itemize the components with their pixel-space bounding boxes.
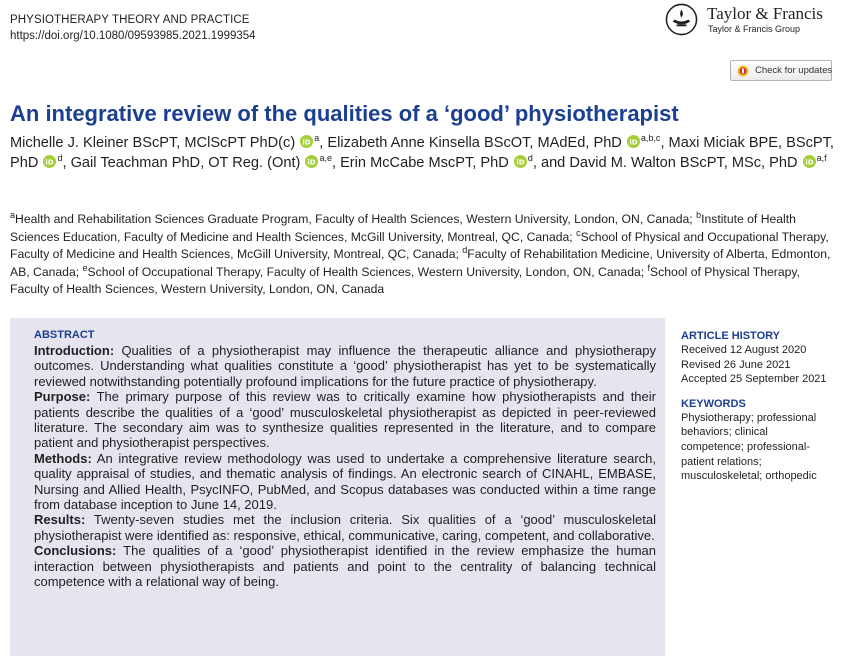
affiliation: Institute of Health Sciences Education, Faculty of Medicine and Health Sciences, McGill University, Montreal, QC, Canada; [10,212,796,244]
accepted-date: Accepted 25 September 2021 [681,373,827,386]
publisher-logo [665,3,845,39]
orcid-icon[interactable] [305,155,318,168]
article-history-heading: ARTICLE HISTORY [681,330,781,342]
author-name: Maxi Miciak BPE, BScPT, PhD [10,135,834,171]
received-date: Received 12 August 2020 [681,344,807,356]
article-sidebar [681,329,841,484]
svg-text:iD: iD [629,138,638,147]
orcid-icon[interactable] [514,155,527,168]
author-name: David M. Walton BScPT, MSc, PhD [569,155,798,171]
orcid-icon[interactable] [627,135,640,148]
abstract-section-text: The primary purpose of this review was to critically examine how physiotherapists and their patients describe the qualities of a ‘good’ musculoskeletal physiotherapist as depicted in peer-reviewed literature. The secondary aim was to synthesize qualities represented in the literature, and to compare patient and physiotherapist perspectives. [34,389,656,451]
affil-sup: c [576,227,581,238]
svg-text:iD: iD [307,158,317,167]
article-title: An integrative review of the qualities of a ‘good’ physiotherapist [10,101,679,126]
affiliations [10,211,836,299]
abstract-section-text: The qualities of a ‘good’ physiotherapist identified in the review emphasize the human interaction between physiotherapists and patients and point to the centrality of balancing technical competence with a relational way of being. [34,543,656,590]
affiliation: Faculty of Rehabilitation Medicine, University of Alberta, Edmonton, AB, Canada; [10,247,831,279]
abstract-section-introduction [34,343,656,389]
affiliation: School of Occupational Therapy, Faculty of Health Sciences, Western University, London, ON, Canada; [87,264,645,279]
check-for-updates-label: Check for updates [755,65,833,76]
author-name: Elizabeth Anne Kinsella BScOT, MAdEd, PhD [327,135,622,151]
svg-text:iD: iD [302,138,311,147]
author-name: Erin McCabe MscPT, PhD [340,155,509,171]
affil-sup: a [10,209,16,220]
keywords-heading: KEYWORDS [681,397,746,410]
author-affil-sup: a,f [816,153,827,164]
author-affil-sup: d [527,153,533,164]
abstract-section-text: Twenty-seven studies met the inclusion criteria. Six qualities of a ‘good’ musculoskeletal physiotherapist were identified as: responsive, ethical, communicative, caring, competent, and collaborative. [34,512,656,543]
affil-sup: b [696,209,702,220]
abstract-section-text: An integrative review methodology was used to undertake a comprehensive literature search, quality appraisal of studies, and thematic analysis of findings. An electronic search of CINAHL, EMBASE, Nursing and Allied Health, PsycINFO, PubMed, and Scopus databases was conducted within a time range from database inception to June 14, 2019. [34,450,656,513]
revised-date: Revised 26 June 2021 [681,358,791,371]
affiliation: School of Physical Therapy, Faculty of Health Sciences, Western University, London, ON, Canada [10,264,800,297]
abstract [34,329,656,590]
author-affil-sup: a,e [319,153,332,164]
author-affil-sup: d [57,153,63,164]
publisher-name: Taylor & Francis [707,4,823,23]
abstract-section-label: Conclusions: [34,543,117,559]
abstract-section-conclusions [34,543,656,589]
check-for-updates-button[interactable] [730,60,832,81]
abstract-section-results [34,512,656,543]
svg-text:iD: iD [516,158,525,167]
affil-sup: d [462,245,468,256]
lamp-of-knowledge-icon [665,3,698,36]
orcid-icon[interactable] [300,135,313,148]
author-name: Michelle J. Kleiner BScPT, MClScPT PhD(c) [10,135,296,151]
abstract-section-methods [34,451,656,513]
journal-header [10,12,256,44]
abstract-section-purpose [34,389,656,451]
abstract-section-text: Qualities of a physiotherapist may influence the therapeutic alliance and physiotherapy outcomes. Understanding what qualities constitute a ‘good’ physiotherapist has yet to be systematically reviewed notwithstanding potentially profound implications for the future practice of physiotherapy. [34,343,656,389]
orcid-icon[interactable] [803,155,816,168]
publisher-group: Taylor & Francis Group [708,24,801,34]
abstract-section-label: Methods: [34,450,92,466]
abstract-section-label: Introduction: [34,343,115,358]
affil-sup: e [82,262,88,273]
author-list: Michelle J. Kleiner BScPT, MClScPT PhD(c) iD $^a$, Elizabeth Anne Kinsella BScOT, MAdEd, PhD iD $^{a,b,c}$, Maxi Miciak BPE, BScPT, PhD iD $^d$, Gail Teachman PhD, OT Reg. (Ont) iD $^{a,e}$, Erin McCabe MscPT, PhD iD $^d$, and David M. Walton BScPT, MSc, PhD iD $^{a,f}$ [10,133,834,171]
abstract-section-label: Results: [34,512,86,528]
affiliation: School of Physical and Occupational Therapy, Faculty of Medicine and Health Sciences, McGill University, Montreal, QC, Canada; [10,229,829,262]
orcid-icon[interactable] [43,155,56,168]
abstract-heading: ABSTRACT [34,329,95,341]
author-name: Gail Teachman PhD, OT Reg. (Ont) [70,155,301,171]
journal-name: PHYSIOTHERAPY THEORY AND PRACTICE [10,14,250,26]
affil-sup: f [647,262,651,273]
crossmark-icon [737,65,749,77]
affiliation: Health and Rehabilitation Sciences Graduate Program, Faculty of Health Sciences, Western University, London, ON, Canada; [15,212,693,226]
author-affil-sup: a,b,c [640,133,661,144]
abstract-section-label: Purpose: [34,389,91,405]
svg-text:iD: iD [45,158,55,167]
doi-link[interactable]: https://doi.org/10.1080/09593985.2021.1999354 [10,30,256,42]
svg-text:iD: iD [805,158,814,167]
author-affil-sup: a [314,133,320,144]
keywords-list: Physiotherapy; professional behaviors; clinical competence; professional-patient relations; musculoskeletal; orthopedic [681,411,817,483]
